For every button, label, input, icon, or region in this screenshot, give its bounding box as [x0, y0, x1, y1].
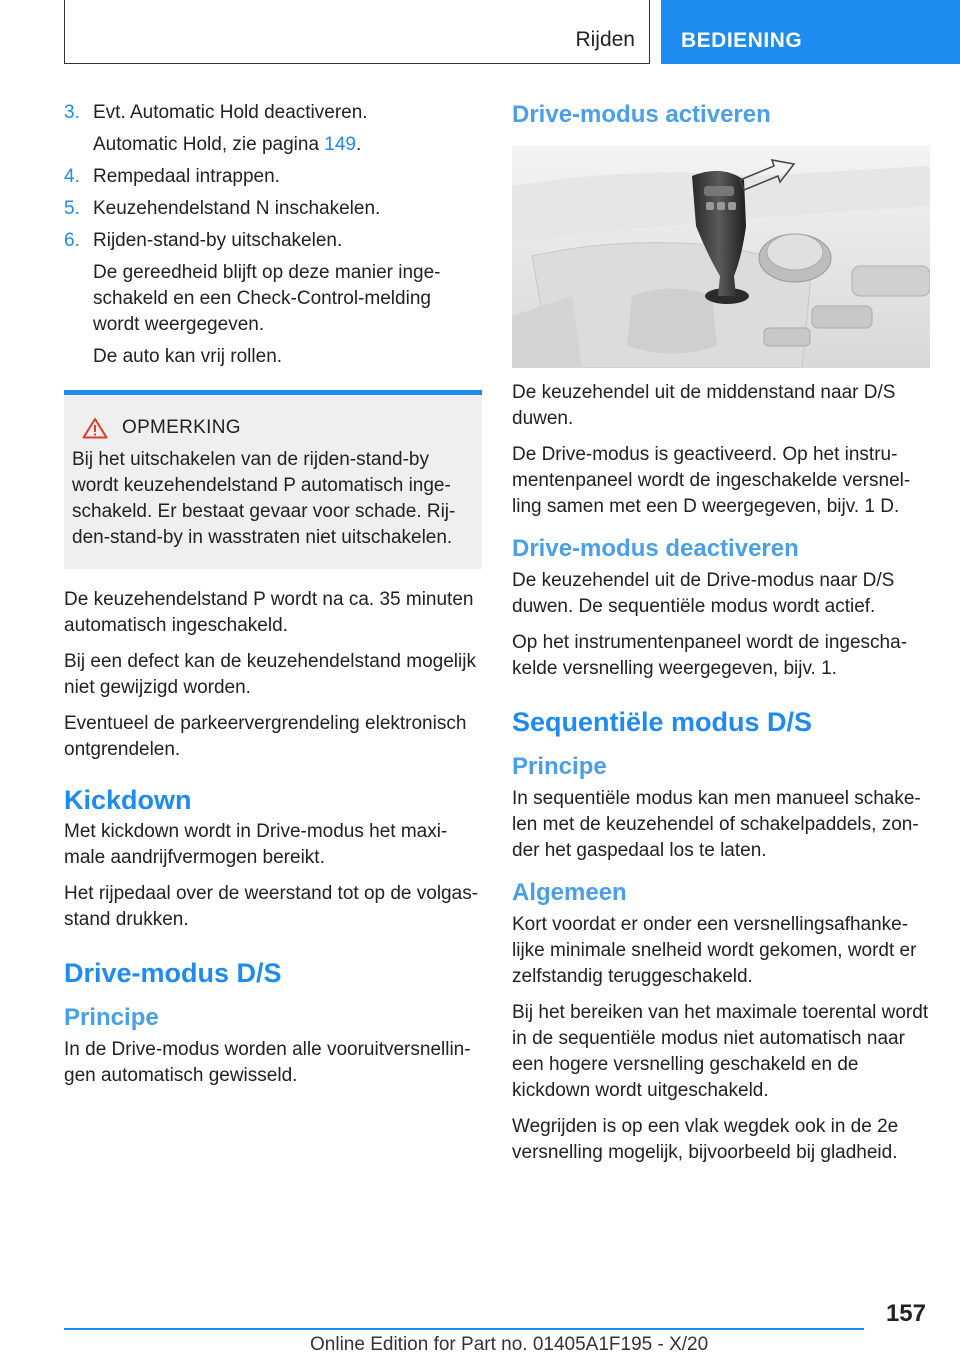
page-header — [0, 0, 960, 66]
paragraph: Wegrijden is op een vlak wegdek ook in de 2e versnelling mogelijk, bijvoorbeeld bij gladheid. — [512, 1116, 899, 1163]
paragraph: Op het instrumentenpaneel wordt de ingescha-kelde versnelling weergegeven, bijv. 1. — [512, 632, 908, 679]
warning-triangle-icon — [82, 417, 108, 439]
paragraph: Kort voordat er onder een versnellingsafhanke-lijke minimale snelheid wordt gekomen, wordt er zelfstandig teruggeschakeld. — [512, 914, 917, 987]
right-column — [512, 100, 930, 1176]
header-chapter-title: BEDIENING — [681, 29, 803, 52]
step-item — [64, 228, 482, 254]
subsection-heading-principe: Principe — [512, 753, 607, 780]
step-text: Rijden-stand-by uitschakelen. — [93, 230, 343, 251]
step-item — [64, 100, 482, 126]
footer-divider — [64, 1328, 864, 1330]
gear-selector-image — [512, 146, 930, 368]
step-number: 5. — [64, 198, 80, 219]
page-number: 157 — [885, 1300, 926, 1327]
page-link[interactable]: 149 — [324, 134, 356, 155]
reference-text: Automatic Hold, zie pagina — [93, 134, 325, 155]
step-detail: De gereedheid blijft op deze manier inge-schakeld en een Check-Control-melding wordt weergegeven. — [93, 262, 441, 335]
paragraph: Met kickdown wordt in Drive-modus het maxi-male aandrijfvermogen bereikt. — [64, 821, 448, 868]
step-number: 6. — [64, 230, 80, 251]
header-section-box — [64, 0, 650, 64]
subsection-heading-principe: Principe — [64, 1004, 159, 1031]
paragraph: Eventueel de parkeervergrendeling elektronisch ontgrendelen. — [64, 713, 467, 760]
header-section-title: Rijden — [575, 28, 635, 51]
paragraph: De Drive-modus is geactiveerd. Op het instru-mentenpaneel wordt de ingeschakelde versnel-ling samen met een D weergegeven, bijv. 1 D. — [512, 444, 911, 517]
subsection-heading-deactivate: Drive-modus deactiveren — [512, 535, 799, 562]
subsection-heading-algemeen: Algemeen — [512, 879, 627, 906]
step-number: 4. — [64, 166, 80, 187]
paragraph: In de Drive-modus worden alle vooruitversnellin-gen automatisch gewisseld. — [64, 1039, 471, 1086]
step-text: Rempedaal intrappen. — [93, 166, 280, 187]
section-heading-drive-mode: Drive-modus D/S — [64, 958, 282, 988]
paragraph: In sequentiële modus kan men manueel schake-len met de keuzehendel of schakelpaddels, zon-der het gaspedaal los te laten. — [512, 788, 921, 861]
paragraph: Het rijpedaal over de weerstand tot op de volgas-stand drukken. — [64, 883, 479, 930]
paragraph: De keuzehendel uit de middenstand naar D/S duwen. — [512, 382, 896, 429]
notice-text: Bij het uitschakelen van de rijden-stand-by wordt keuzehendelstand P automatisch inge-schakeld. Er bestaat gevaar voor schade. Rij-den-stand-by in wasstraten niet uitschakelen. — [72, 449, 456, 548]
footer-edition: Online Edition for Part no. 01405A1F195 - X/20 — [310, 1334, 709, 1355]
step-text: Evt. Automatic Hold deactiveren. — [93, 102, 368, 123]
paragraph: Bij het bereiken van het maximale toerental wordt in de sequentiële modus niet automatisch naar een hogere versnelling geschakeld en de kickdown wordt uitgeschakeld. — [512, 1002, 929, 1101]
gear-selector-illustration — [512, 146, 930, 368]
step-number: 3. — [64, 102, 80, 123]
header-chapter-tab[interactable] — [661, 0, 960, 64]
step-item — [64, 196, 482, 222]
section-heading-sequential-mode: Sequentiële modus D/S — [512, 707, 813, 737]
paragraph: De keuzehendel uit de Drive-modus naar D/S duwen. De sequentiële modus wordt actief. — [512, 570, 895, 617]
section-heading-kickdown: Kickdown — [64, 785, 192, 815]
paragraph: De keuzehendelstand P wordt na ca. 35 minuten automatisch ingeschakeld. — [64, 589, 474, 636]
notice-box — [64, 390, 482, 569]
reference-suffix: . — [356, 134, 362, 155]
step-reference — [64, 132, 482, 158]
subsection-heading-activate: Drive-modus activeren — [512, 101, 771, 128]
notice-title: OPMERKING — [122, 417, 241, 438]
step-detail: De auto kan vrij rollen. — [93, 346, 283, 367]
step-text: Keuzehendelstand N inschakelen. — [93, 198, 381, 219]
notice-header — [72, 417, 468, 439]
left-column — [64, 100, 482, 1099]
paragraph: Bij een defect kan de keuzehendelstand mogelijk niet gewijzigd worden. — [64, 651, 476, 698]
step-item — [64, 164, 482, 190]
